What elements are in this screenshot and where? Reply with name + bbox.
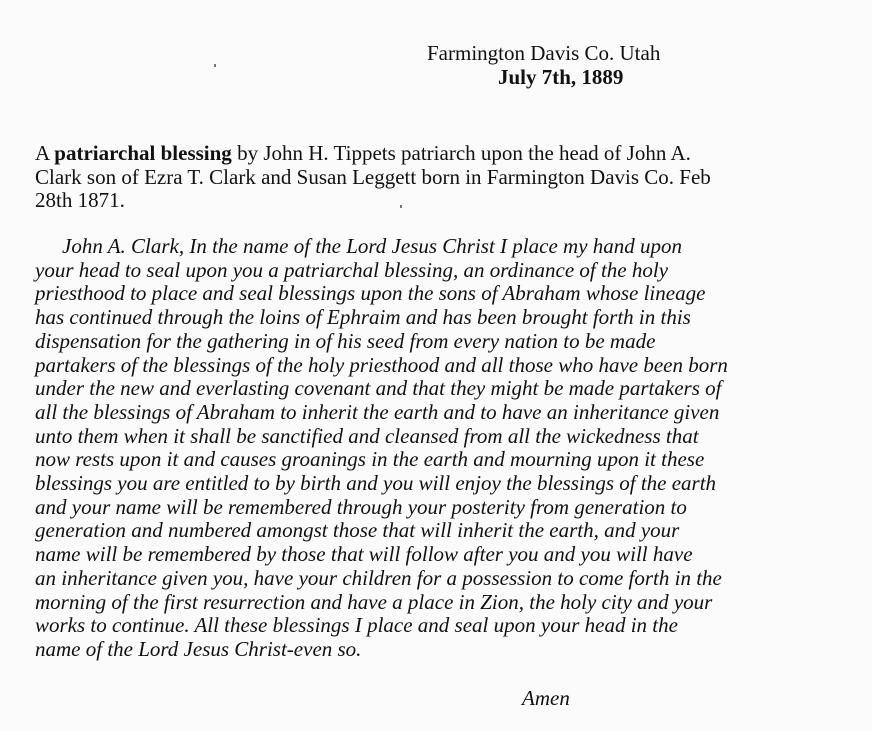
- header-date: July 7th, 1889: [498, 65, 624, 89]
- blessing-line: unto them when it shall be sanctified and cleansed from all the wickedness that: [35, 423, 699, 448]
- blessing-line: blessings you are entitled to by birth and you will enjoy the blessings of the earth: [35, 471, 717, 496]
- blessing-line: and your name will be remembered through your posterity from generation to: [35, 494, 687, 519]
- intro-line-1: [35, 142, 845, 166]
- intro-line-2: Clark son of Ezra T. Clark and Susan Leggett born in Farmington Davis Co. Feb: [35, 164, 711, 189]
- blessing-line: partakers of the blessings of the holy priesthood and all those who have been born: [35, 352, 728, 377]
- blessing-line: name of the Lord Jesus Christ-even so.: [35, 636, 362, 661]
- header-place: Farmington Davis Co. Utah: [427, 41, 661, 65]
- intro-prefix: A: [35, 141, 55, 165]
- blessing-line: an inheritance given you, have your children for a possession to come forth in the: [35, 565, 722, 590]
- blessing-line: dispensation for the gathering in of his seed from every nation to be made: [35, 328, 656, 353]
- intro-line-3: 28th 1871.: [35, 188, 125, 212]
- blessing-paragraph: [35, 235, 855, 662]
- intro-bold-term: patriarchal blessing: [54, 141, 232, 165]
- blessing-line: has continued through the loins of Ephraim and has been brought forth in this: [35, 305, 691, 330]
- blessing-line: all the blessings of Abraham to inherit the earth and to have an inheritance given: [35, 399, 720, 424]
- intro-paragraph: [35, 142, 845, 213]
- blessing-line: John A. Clark, In the name of the Lord Jesus Christ I place my hand upon: [62, 234, 683, 258]
- blessing-line: morning of the first resurrection and have a place in Zion, the holy city and your: [35, 589, 713, 614]
- scan-speck: [214, 64, 216, 67]
- closing-amen: Amen: [522, 686, 570, 710]
- scan-speck: [400, 205, 402, 208]
- blessing-line: now rests upon it and causes groanings in the earth and mourning upon it these: [35, 447, 705, 472]
- intro-line-1-rest: by John H. Tippets patriarch upon the head of John A.: [231, 141, 691, 165]
- blessing-line: name will be remembered by those that will follow after you and you will have: [35, 542, 693, 567]
- blessing-line: under the new and everlasting covenant and that they might be made partakers of: [35, 376, 722, 401]
- blessing-line: works to continue. All these blessings I place and seal upon your head in the: [35, 613, 678, 638]
- blessing-line: generation and numbered amongst those that will inherit the earth, and your: [35, 518, 680, 543]
- blessing-line: your head to seal upon you a patriarchal blessing, an ordinance of the holy: [35, 257, 669, 282]
- blessing-line: priesthood to place and seal blessings upon the sons of Abraham whose lineage: [35, 281, 706, 306]
